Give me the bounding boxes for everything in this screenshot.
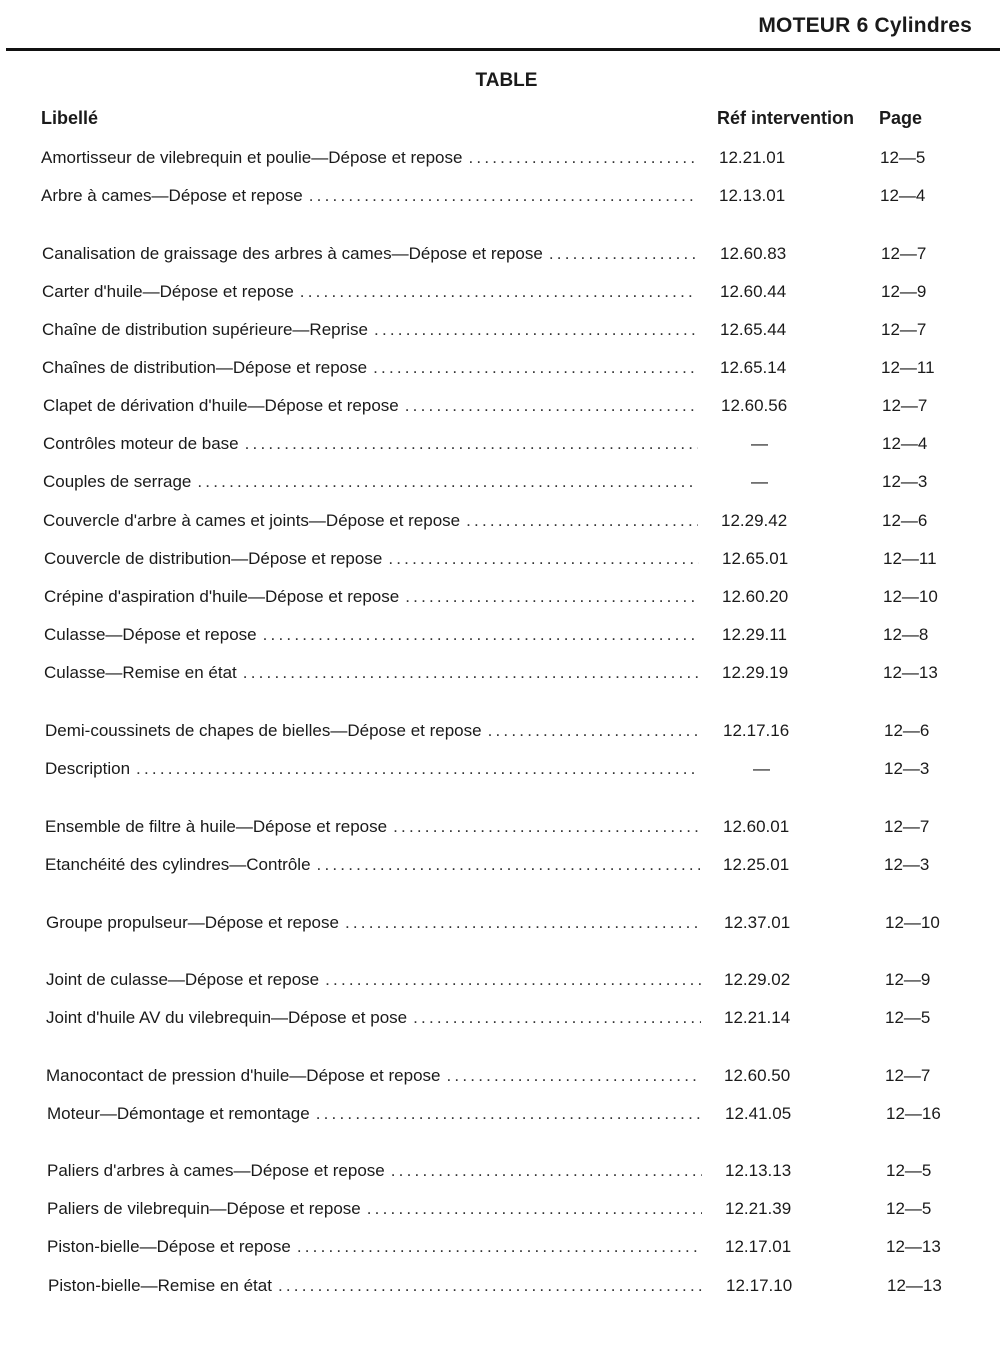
table-row [48,1273,988,1299]
table-row [43,469,983,495]
row-label: Couvercle de distribution—Dépose et repose [44,549,383,568]
table-row [45,852,985,878]
dot-leader [413,1005,701,1031]
row-label-with-leader [45,814,700,840]
row-label: Culasse—Remise en état [44,663,237,682]
dot-leader [388,546,699,572]
row-ref-intervention: 12.29.02 [724,970,791,989]
row-page: 12—3 [884,759,930,778]
table-row [44,584,984,610]
table-row [45,814,985,840]
table-row [42,279,982,305]
table-row [46,967,986,993]
row-label: Arbre à cames—Dépose et repose [41,186,303,205]
row-label-with-leader [41,183,696,209]
dot-leader [549,241,697,267]
row-ref-intervention: 12.60.50 [724,1066,791,1085]
row-ref-intervention: 12.21.01 [719,148,786,167]
row-label-with-leader [46,1063,701,1089]
table-row [44,660,984,686]
row-ref-intervention: 12.65.01 [722,549,789,568]
dot-leader [136,756,700,782]
row-ref-intervention: 12.60.83 [720,244,787,263]
row-page: 12—5 [880,148,926,167]
row-label-with-leader [42,355,697,381]
row-label: Joint d'huile AV du vilebrequin—Dépose et pose [46,1008,408,1027]
row-label: Groupe propulseur—Dépose et repose [46,913,339,932]
row-label-with-leader [46,910,701,936]
row-page: 12—7 [885,1066,931,1085]
row-page: 12—3 [882,472,928,491]
row-page: 12—3 [884,855,930,874]
row-label-with-leader [46,967,701,993]
row-label-with-leader [45,852,700,878]
row-label: Piston-bielle—Remise en état [48,1276,272,1295]
column-header-page: Page [879,108,923,128]
row-label-with-leader [47,1158,702,1184]
row-label-with-leader [47,1101,702,1127]
row-page: 12—11 [881,358,935,377]
row-ref-intervention: 12.13.01 [719,186,786,205]
row-label-with-leader [43,469,698,495]
dot-leader [278,1273,703,1299]
row-page: 12—13 [883,663,938,682]
row-page: 12—9 [881,282,927,301]
row-label-with-leader [44,660,699,686]
table-title: TABLE [475,70,538,91]
row-label: Crépine d'aspiration d'huile—Dépose et repose [44,587,400,606]
dot-leader [263,622,699,648]
table-row [44,622,984,648]
table-row [45,718,985,744]
row-ref-intervention: 12.65.44 [720,320,787,339]
row-label: Demi-coussinets de chapes de bielles—Dépose et repose [45,721,482,740]
row-label: Chaîne de distribution supérieure—Reprise [42,320,369,339]
row-ref-intervention: 12.60.56 [721,396,788,415]
table-row [46,910,986,936]
dot-leader [197,469,698,495]
row-page: 12—7 [881,320,927,339]
row-ref-intervention: — [753,759,770,778]
row-page: 12—11 [883,549,937,568]
row-page: 12—13 [886,1237,941,1256]
row-label: Contrôles moteur de base [43,434,239,453]
row-label-with-leader [47,1234,702,1260]
row-label: Paliers d'arbres à cames—Dépose et repose [47,1161,385,1180]
row-page: 12—7 [884,817,930,836]
row-page: 12—9 [885,970,931,989]
dot-leader [309,183,696,209]
row-label: Culasse—Dépose et repose [44,625,257,644]
row-label: Couples de serrage [43,472,192,491]
table-row [47,1234,987,1260]
dot-leader [243,660,699,686]
row-ref-intervention: 12.13.13 [725,1161,792,1180]
table-row [46,1063,986,1089]
row-label-with-leader [41,145,696,171]
dot-leader [297,1234,702,1260]
dot-leader [245,431,698,457]
row-label: Amortisseur de vilebrequin et poulie—Dépose et repose [41,148,463,167]
row-label-with-leader [43,431,698,457]
row-label: Etanchéité des cylindres—Contrôle [45,855,311,874]
row-label: Piston-bielle—Dépose et repose [47,1237,291,1256]
row-page: 12—10 [885,913,940,932]
row-page: 12—5 [886,1199,932,1218]
row-ref-intervention: 12.65.14 [720,358,787,377]
row-label: Clapet de dérivation d'huile—Dépose et repose [43,396,399,415]
row-ref-intervention: 12.60.20 [722,587,789,606]
dot-leader [374,317,697,343]
row-page: 12—8 [883,625,929,644]
row-ref-intervention: 12.60.44 [720,282,787,301]
row-page: 12—4 [880,186,926,205]
row-label-with-leader [42,317,697,343]
dot-leader [367,1196,702,1222]
row-ref-intervention: 12.17.10 [726,1276,793,1295]
column-header-libelle: Libellé [41,108,99,128]
row-label-with-leader [45,756,700,782]
row-page: 12—5 [885,1008,931,1027]
table-row [43,393,983,419]
table-row [47,1196,987,1222]
row-ref-intervention: — [751,472,768,491]
row-label: Ensemble de filtre à huile—Dépose et repose [45,817,388,836]
row-label: Description [45,759,131,778]
dot-leader [447,1063,702,1089]
row-label: Moteur—Démontage et remontage [47,1104,310,1123]
row-ref-intervention: 12.60.01 [723,817,790,836]
row-page: 12—16 [886,1104,941,1123]
row-label-with-leader [47,1196,702,1222]
row-label-with-leader [48,1273,703,1299]
dot-leader [391,1158,702,1184]
row-label-with-leader [45,718,700,744]
table-row [42,317,982,343]
dot-leader [468,145,696,171]
row-ref-intervention: 12.21.39 [725,1199,792,1218]
row-label-with-leader [46,1005,701,1031]
row-page: 12—6 [882,511,928,530]
row-ref-intervention: 12.41.05 [725,1104,792,1123]
row-ref-intervention: 12.37.01 [724,913,791,932]
table-row [47,1158,987,1184]
dot-leader [300,279,697,305]
row-label: Paliers de vilebrequin—Dépose et repose [47,1199,361,1218]
dot-leader [316,1101,702,1127]
row-ref-intervention: 12.29.11 [722,625,787,644]
row-label-with-leader [44,546,699,572]
row-label: Joint de culasse—Dépose et repose [46,970,320,989]
table-row [45,756,985,782]
table-row [44,546,984,572]
dot-leader [345,910,701,936]
row-label-with-leader [42,279,697,305]
dot-leader [373,355,697,381]
dot-leader [393,814,700,840]
row-page: 12—4 [882,434,928,453]
row-label: Manocontact de pression d'huile—Dépose et repose [46,1066,441,1085]
table-row [43,431,983,457]
row-ref-intervention: 12.29.19 [722,663,789,682]
row-page: 12—7 [882,396,928,415]
document-title: MOTEUR 6 Cylindres [758,14,972,37]
row-page: 12—13 [887,1276,942,1295]
table-row [42,241,982,267]
row-label-with-leader [43,393,698,419]
row-ref-intervention: 12.21.14 [724,1008,791,1027]
row-ref-intervention: 12.29.42 [721,511,788,530]
table-row [41,183,981,209]
row-ref-intervention: 12.17.16 [723,721,790,740]
dot-leader [405,393,698,419]
row-label: Chaînes de distribution—Dépose et repose [42,358,368,377]
dot-leader [325,967,701,993]
row-page: 12—7 [881,244,927,263]
dot-leader [488,718,700,744]
table-row [42,355,982,381]
row-label-with-leader [44,622,699,648]
dot-leader [466,508,698,534]
dot-leader [317,852,700,878]
row-label: Canalisation de graissage des arbres à cames—Dépose et repose [42,244,543,263]
row-label-with-leader [44,584,699,610]
table-row [46,1005,986,1031]
row-label-with-leader [43,508,698,534]
row-page: 12—6 [884,721,930,740]
table-row [43,508,983,534]
row-label: Carter d'huile—Dépose et repose [42,282,294,301]
row-ref-intervention: — [751,434,768,453]
row-page: 12—10 [883,587,938,606]
row-ref-intervention: 12.17.01 [725,1237,792,1256]
row-ref-intervention: 12.25.01 [723,855,790,874]
column-header-ref: Réf intervention [717,108,855,128]
table-row [47,1101,987,1127]
row-label-with-leader [42,241,697,267]
row-page: 12—5 [886,1161,932,1180]
table-row [41,145,981,171]
dot-leader [405,584,699,610]
row-label: Couvercle d'arbre à cames et joints—Dépose et repose [43,511,461,530]
